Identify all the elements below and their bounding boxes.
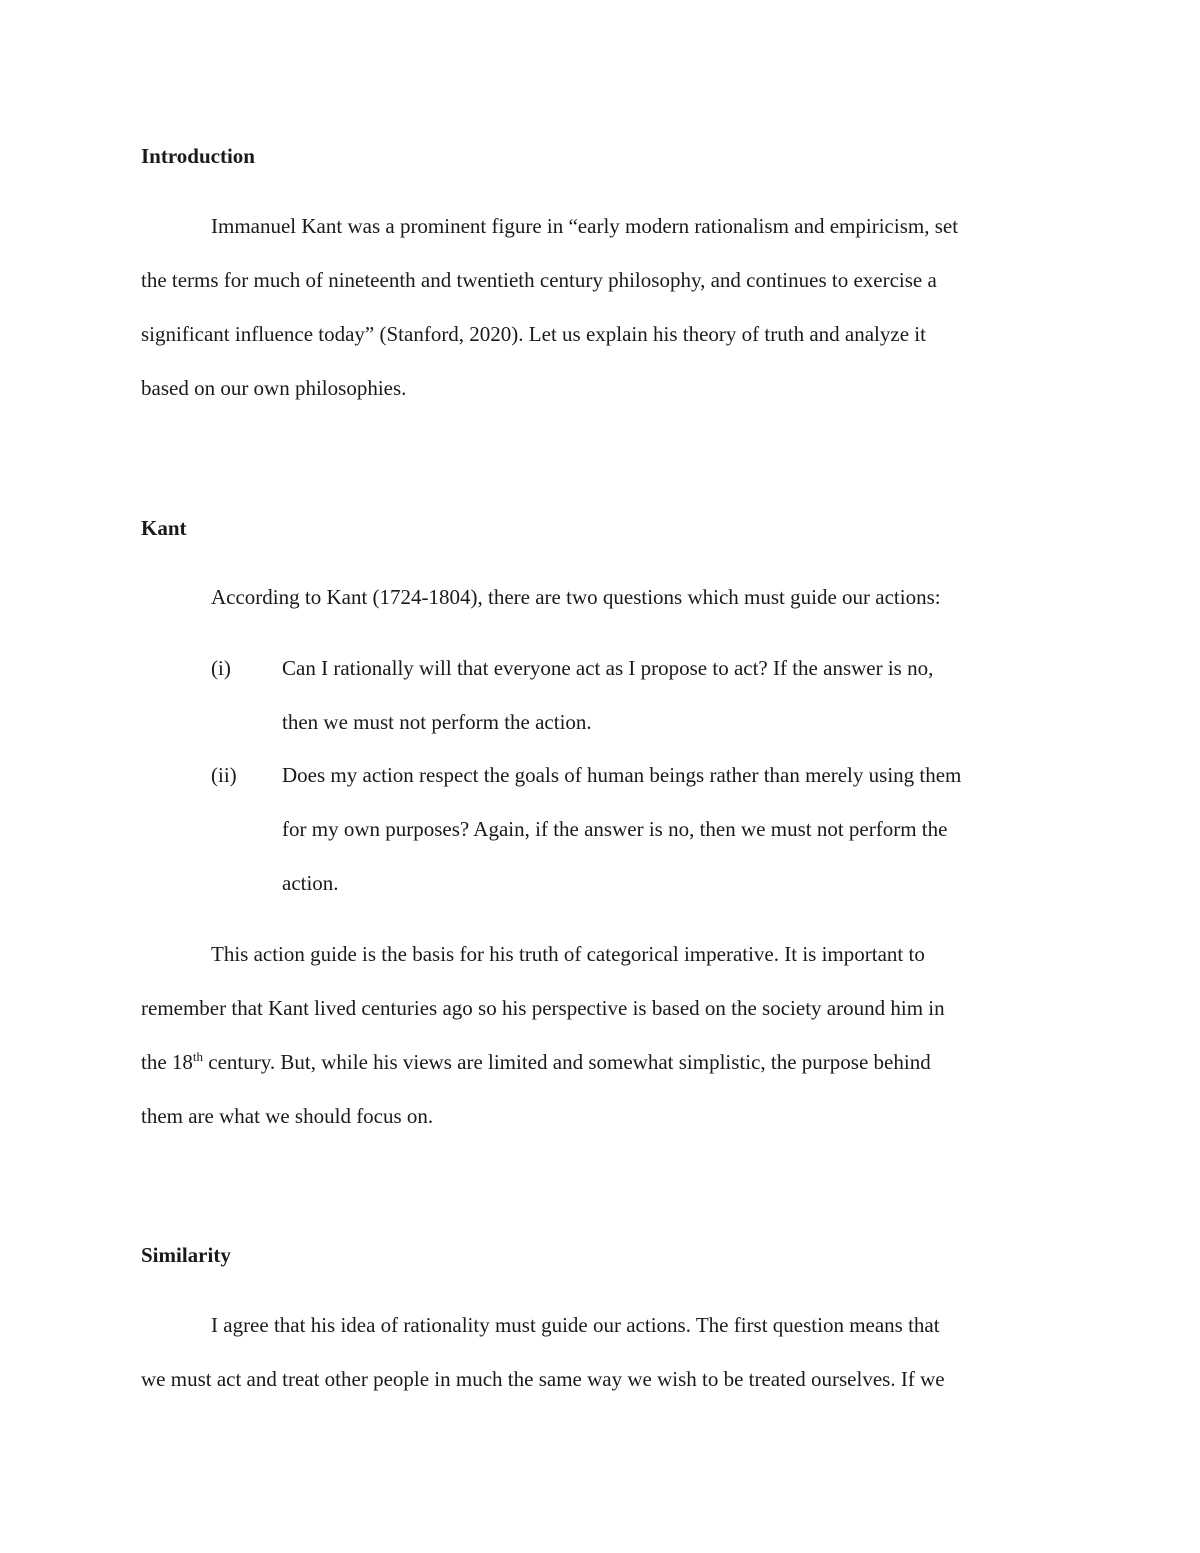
list-item-text <box>282 641 1062 749</box>
text-run: the 18 <box>141 1050 193 1074</box>
list-line: Does my action respect the goals of human beings rather than merely using them <box>282 763 962 787</box>
list-line: action. <box>282 871 339 895</box>
paragraph-line: the terms for much of nineteenth and twentieth century philosophy, and continues to exercise a <box>141 268 937 292</box>
list-item-text <box>282 748 1062 910</box>
list-number: (ii) <box>211 763 237 787</box>
introduction-paragraph <box>141 199 1061 415</box>
list-line: Can I rationally will that everyone act as I propose to act? If the answer is no, <box>282 656 934 680</box>
paragraph-line: I agree that his idea of rationality must guide our actions. The first question means that <box>211 1313 940 1337</box>
paragraph-line: significant influence today” (Stanford, 2020). Let us explain his theory of truth and analyze it <box>141 322 926 346</box>
list-line: for my own purposes? Again, if the answer is no, then we must not perform the <box>282 817 948 841</box>
kant-intro-paragraph <box>141 570 1061 624</box>
paragraph-line: remember that Kant lived centuries ago so his perspective is based on the society around him in <box>141 996 945 1020</box>
text-run: century. But, while his views are limited and somewhat simplistic, the purpose behind <box>203 1050 931 1074</box>
section-heading-kant: Kant <box>141 516 187 540</box>
ordinal-superscript: th <box>192 1049 204 1064</box>
paragraph-line: based on our own philosophies. <box>141 376 407 400</box>
kant-paragraph <box>141 927 1061 1143</box>
similarity-paragraph <box>141 1298 1061 1406</box>
paragraph-line: Immanuel Kant was a prominent figure in “early modern rationalism and empiricism, set <box>211 214 959 238</box>
list-number: (i) <box>211 656 231 680</box>
section-heading-similarity: Similarity <box>141 1243 231 1267</box>
paragraph-line: This action guide is the basis for his truth of categorical imperative. It is important to <box>211 942 925 966</box>
paragraph-line: According to Kant (1724-1804), there are two questions which must guide our actions: <box>211 585 941 609</box>
section-heading-introduction: Introduction <box>141 144 255 168</box>
paragraph-line <box>141 1035 1061 1089</box>
paragraph-line: them are what we should focus on. <box>141 1104 434 1128</box>
paragraph-line: we must act and treat other people in much the same way we wish to be treated ourselves. If we <box>141 1367 945 1391</box>
list-line: then we must not perform the action. <box>282 710 592 734</box>
